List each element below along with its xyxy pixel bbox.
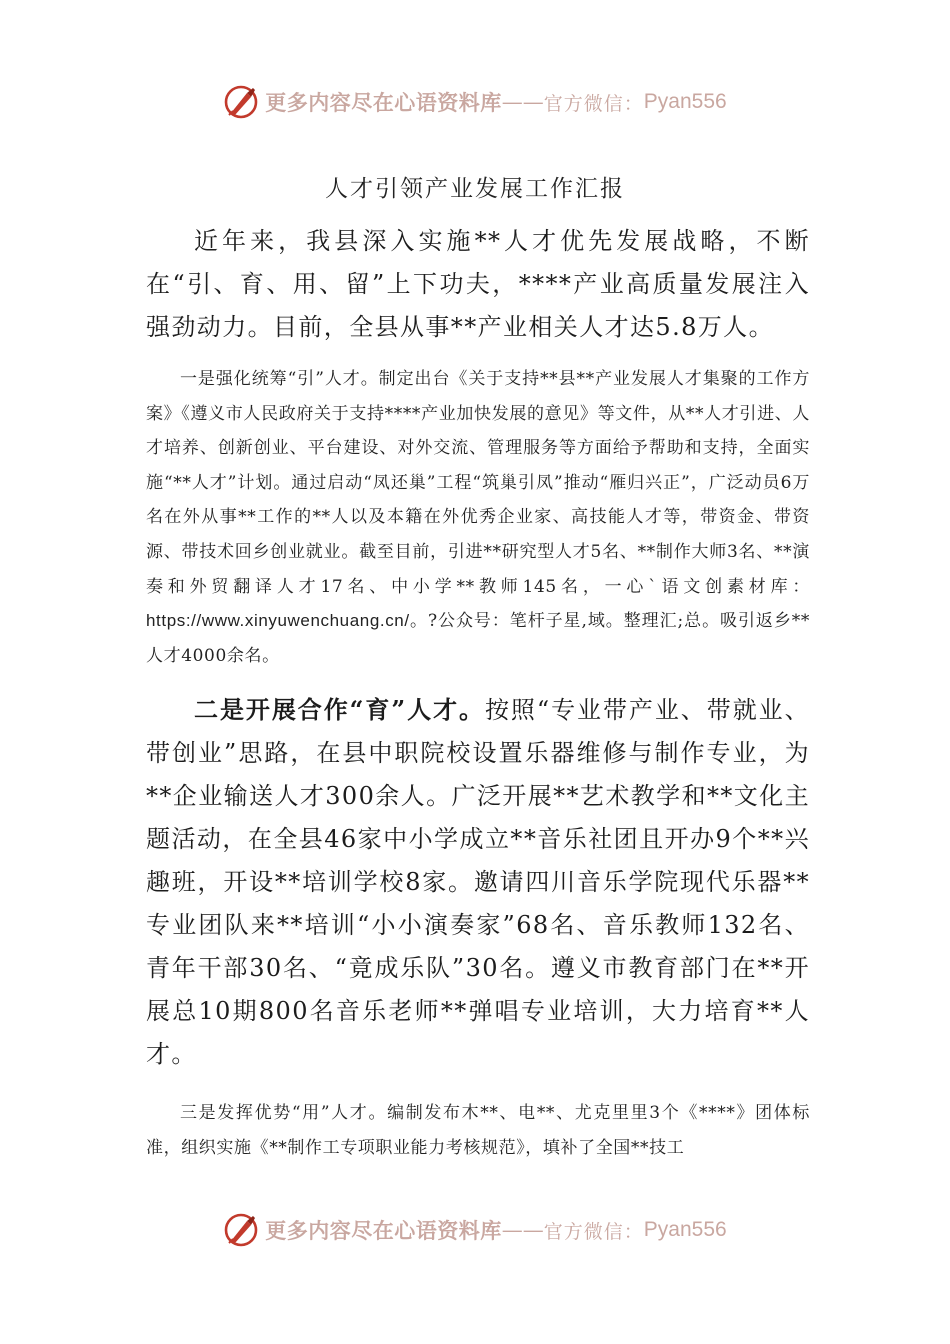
quill-pen-logo-icon — [223, 84, 259, 120]
header-banner — [0, 82, 950, 122]
banner-wechat-id: Pyan556 — [643, 1218, 727, 1241]
paragraph-recruit-tail: 。?公众号：笔杆子星,域。整理汇;总。吸引返乡**人才4000余名。 — [146, 611, 810, 666]
footer-banner — [0, 1210, 950, 1250]
paragraph-cultivate — [146, 688, 810, 1076]
intro-paragraph: 近年来，我县深入实施**人才优先发展战略，不断在“引、育、用、留”上下功夫，****产业高质量发展注入强劲动力。目前，全县从事**产业相关人才达5.8万人。 — [146, 227, 810, 341]
document-title: 人才引领产业发展工作汇报 — [325, 176, 625, 202]
paragraph-recruit-text: 一是强化统筹“引”人才。制定出台《关于支持**县**产业发展人才集聚的工作方案》《遵义市人民政府关于支持****产业加快发展的意见》等文件，从**人才引进、人才培养、创新创业、平台建设、对外交流、管理服务等方面给予帮助和支持，全面实施“**人才”计划。通过启动“凤还巢”工程“筑巢引凤”推动“雁归兴正”，广泛动员6万名在外从事**工作的**人以及本籍在外优秀企业家、高技能人才等，带资金、带资源、带技术回乡创业就业。截至目前，引进**研究型人才5名、**制作大师3名、**演奏和外贸翻译人才17名、中小学**教师145名，一心`语文创素材库： — [146, 369, 810, 597]
banner-dash: —— — [501, 90, 544, 114]
paragraph-cultivate-heading: 二是开展合作“育”人才。 — [194, 695, 485, 724]
banner-text: 更多内容尽在心语资料库 — [265, 1218, 502, 1243]
banner-wechat-label: 官方微信： — [543, 1220, 644, 1243]
paragraph-recruit — [146, 362, 810, 673]
paragraph-utilize: 三是发挥优势“用”人才。编制发布木**、电**、尤克里里3个《****》团体标准，组织实施《**制作工专项职业能力考核规范》，填补了全国**技工 — [146, 1103, 810, 1158]
paragraph-cultivate-body: 按照“专业带产业、带就业、带创业”思路，在县中职院校设置乐器维修与制作专业，为**企业输送人才300余人。广泛开展**艺术教学和**文化主题活动，在全县46家中小学成立**音乐社团且开办9个**兴趣班，开设**培训学校8家。邀请四川音乐学院现代乐器**专业团队来**培训“小小演奏家”68名、音乐教师132名、青年干部30名、“竟成乐队”30名。遵义市教育部门在**开展总10期800名音乐老师**弹唱专业培训，大力培育**人才。 — [146, 696, 810, 1068]
banner-wechat-id: Pyan556 — [643, 90, 727, 113]
banner-wechat-label: 官方微信： — [543, 92, 644, 115]
banner-text: 更多内容尽在心语资料库 — [265, 90, 502, 115]
banner-dash: —— — [501, 1218, 544, 1242]
quill-pen-logo-icon — [223, 1212, 259, 1248]
source-url: https://www.xinyuwenchuang.cn/ — [146, 611, 410, 631]
